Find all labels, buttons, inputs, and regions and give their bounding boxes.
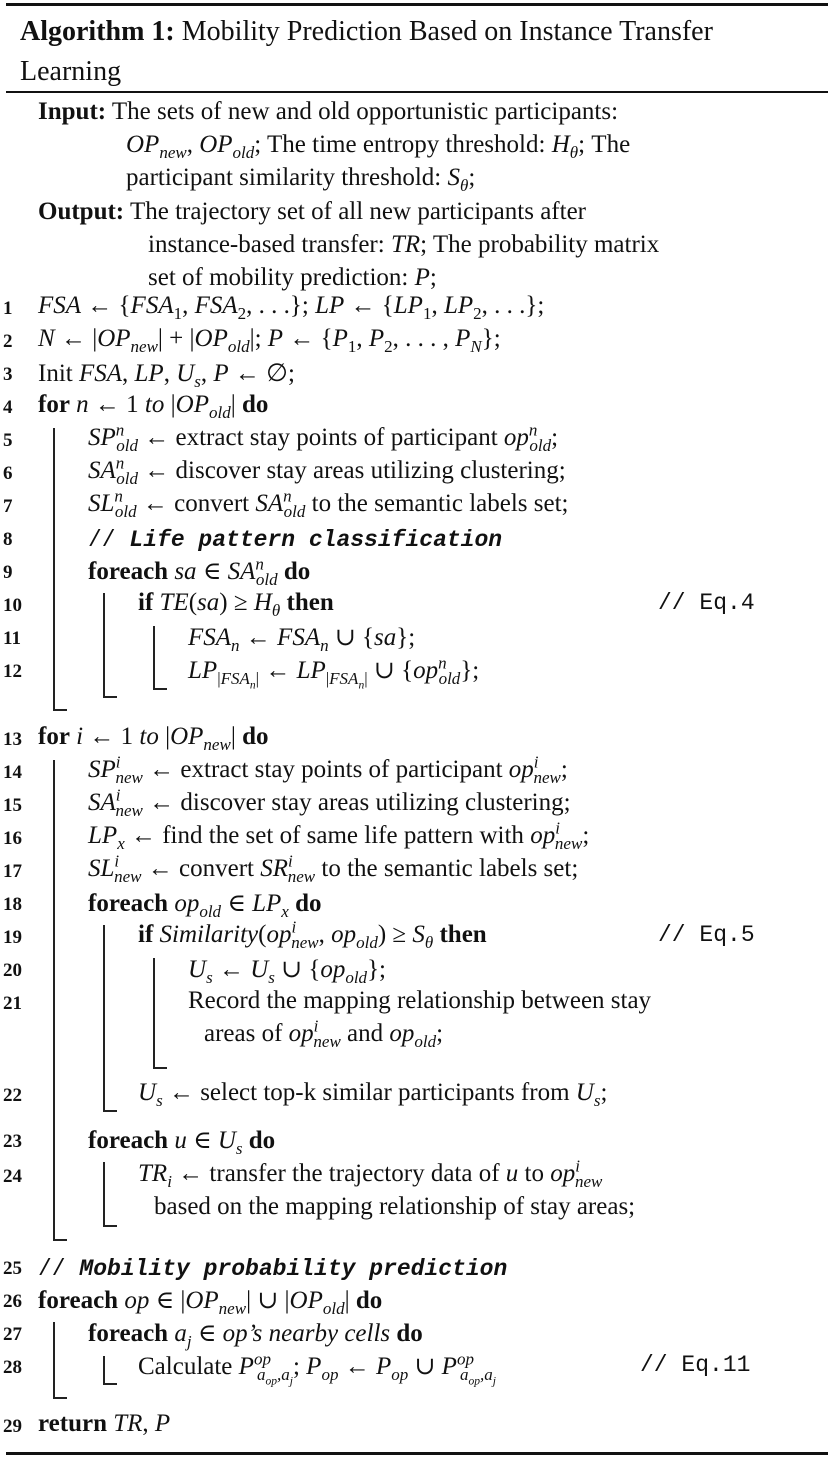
foreach5-block-bar (103, 1356, 105, 1384)
foreach4-block-end (53, 1397, 67, 1399)
if-block-bar (153, 626, 155, 689)
line-number: 27 (3, 1324, 22, 1345)
title-rule (6, 91, 828, 93)
bottom-rule (6, 1452, 828, 1455)
for2-block-bar (53, 760, 55, 1240)
algorithm-label: Algorithm 1: (20, 16, 175, 47)
input-line-1: The sets of new and old opportunistic participants: (111, 98, 619, 125)
input-label: Input: (38, 98, 107, 125)
algorithm-name: Mobility Prediction Based on Instance Transfer Learning (20, 16, 713, 87)
for2-block-end (53, 1239, 67, 1241)
foreach2-block-end (103, 1110, 117, 1112)
line-number: 13 (3, 729, 22, 750)
line-number: 2 (3, 331, 13, 352)
if2-block-end (153, 1067, 167, 1069)
foreach3-block-bar (103, 1162, 105, 1226)
for-block-end (53, 709, 67, 711)
line-number: 19 (3, 927, 22, 948)
line-number: 25 (3, 1258, 22, 1279)
foreach4-block-bar (53, 1322, 55, 1398)
line-number: 20 (3, 960, 22, 981)
line-number: 14 (3, 762, 22, 783)
eq-ref-5: // Eq.5 (658, 922, 755, 948)
line-number: 11 (3, 628, 21, 649)
if2-block-bar (153, 958, 155, 1068)
line-number: 24 (3, 1166, 22, 1187)
top-rule (6, 3, 828, 6)
foreach-block-end (103, 696, 117, 698)
line-number: 4 (3, 397, 13, 418)
foreach2-block-bar (103, 925, 105, 1111)
line-number: 8 (3, 529, 13, 550)
input-line-3: participant similarity threshold: $S_\theta$; (126, 164, 476, 195)
line-number: 16 (3, 828, 22, 849)
output-line-1: The trajectory set of all new participants after (129, 198, 586, 225)
line-number: 12 (3, 661, 22, 682)
if-block-end (153, 688, 167, 690)
input-block (38, 95, 818, 128)
line-number: 18 (3, 894, 22, 915)
line-number: 22 (3, 1085, 22, 1106)
output-line-3: set of mobility prediction: P; (148, 264, 437, 291)
line-number: 1 (3, 298, 13, 319)
eq-ref-4: // Eq.4 (658, 590, 755, 616)
line-number: 29 (3, 1416, 22, 1437)
line-number: 23 (3, 1131, 22, 1152)
line-number: 9 (3, 562, 13, 583)
foreach5-block-end (103, 1383, 117, 1385)
line-number: 7 (3, 496, 13, 517)
algorithm-title (20, 12, 810, 92)
line-number: 5 (3, 430, 13, 451)
line-number: 10 (3, 595, 22, 616)
line-number: 3 (3, 364, 13, 385)
output-line-2: instance-based transfer: TR; The probability matrix (148, 231, 660, 258)
foreach3-block-end (103, 1225, 117, 1227)
input-line-2: $OP_{new}$, $OP_{old}$; The time entropy threshold: $H_\theta$; The (126, 131, 631, 162)
line-number: 28 (3, 1357, 22, 1378)
output-label: Output: (38, 198, 125, 225)
for-block-bar (53, 428, 55, 710)
line-number: 15 (3, 795, 22, 816)
eq-ref-11: // Eq.11 (640, 1352, 751, 1378)
line-number: 6 (3, 463, 13, 484)
line-number: 17 (3, 861, 22, 882)
line-number: 21 (3, 993, 22, 1014)
output-block (38, 195, 818, 228)
line-number: 26 (3, 1291, 22, 1312)
foreach-block-bar (103, 593, 105, 697)
